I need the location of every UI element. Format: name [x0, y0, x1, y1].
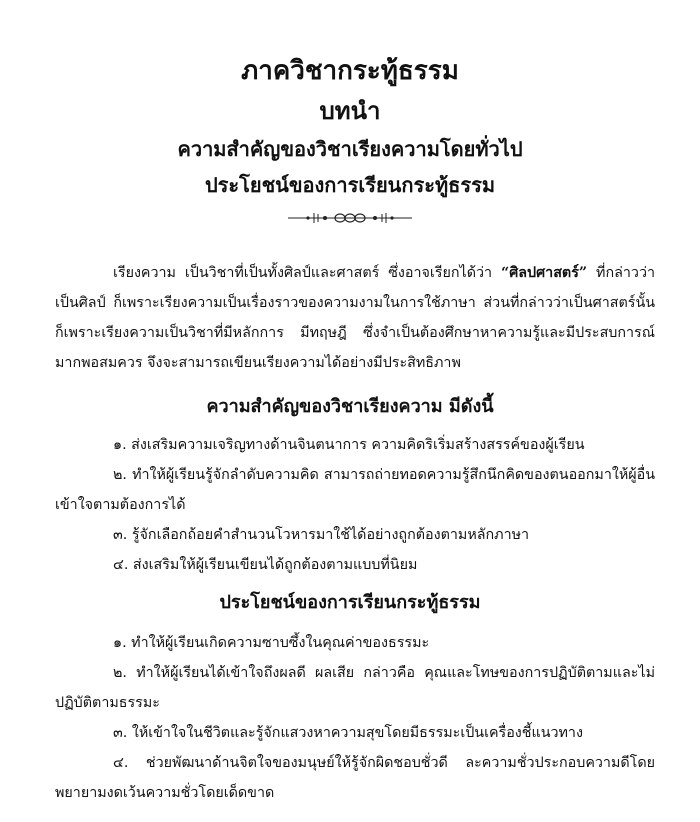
page-title: ภาควิชากระทู้ธรรม: [241, 56, 459, 86]
intro-text-start: เรียงความ เป็นวิชาที่เป็นทั้งศิลป์และศาสตร์ ซึ่งอาจเรียกได้ว่า: [113, 265, 501, 281]
chapter-title: บทนำ: [319, 96, 381, 125]
intro-text-end: ที่กล่าวว่าเป็นศิลป์ ก็เพราะเรียงความเป็นเรื่องราวของความงามในการใช้ภาษา ส่วนที่กล่าวว่าเป็นศาสตร์นั้นก็เพราะเรียงความเป็นวิชาที่มีหลักการ มีทฤษฎี ซึ่งจำเป็นต้องศึกษาหาความรู้และมีประสบการณ์มากพอสมควร จึงจะสามารถเขียนเรียงความได้อย่างมีประสิทธิภาพ: [55, 265, 656, 371]
intro-paragraph: [55, 258, 655, 378]
subtitle-importance: ความสำคัญของวิชาเรียงความโดยทั่วไป: [177, 137, 523, 161]
subtitle-benefits: ประโยชน์ของการเรียนกระทู้ธรรม: [204, 173, 496, 197]
list-item: ๒. ทำให้ผู้เรียนรู้จักลำดับความคิด สามารถถ่ายทอดความรู้สึกนึกคิดของตนออกมาให้ผู้อื่นเข้าใจตามต้องการได้: [55, 467, 655, 513]
list-item: ๑. ส่งเสริมความเจริญทางด้านจินตนาการ ความคิดริเริ่มสร้างสรรค์ของผู้เรียน: [113, 437, 585, 453]
list-item: ๓. รู้จักเลือกถ้อยคำสำนวนโวหารมาใช้ได้อย่างถูกต้องตามหลักภาษา: [113, 527, 530, 543]
section-heading-benefits: ประโยชน์ของการเรียนกระทู้ธรรม: [219, 592, 481, 613]
list-item: ๒. ทำให้ผู้เรียนได้เข้าใจถึงผลดี ผลเสีย กล่าวคือ คุณและโทษของการปฏิบัติตามและไม่ปฏิบัติตามธรรมะ: [55, 665, 655, 711]
list-item: ๔. ช่วยพัฒนาด้านจิตใจของมนุษย์ให้รู้จักผิดชอบชั่วดี ละความชั่วประกอบความดีโดยพยายามงดเว้นความชั่วโดยเด็ดขาด: [55, 755, 655, 801]
list-item: ๑. ทำให้ผู้เรียนเกิดความซาบซึ้งในคุณค่าของธรรมะ: [113, 635, 430, 651]
section-heading-importance: ความสำคัญของวิชาเรียงความ มีดังนี้: [206, 396, 494, 417]
intro-bold-term: “ศิลปศาสตร์”: [500, 265, 588, 281]
decorative-divider-icon: [288, 208, 412, 228]
list-item: ๓. ให้เข้าใจในชีวิตและรู้จักแสวงหาความสุขโดยมีธรรมะเป็นเครื่องชี้แนวทาง: [113, 725, 583, 741]
list-item: ๔. ส่งเสริมให้ผู้เรียนเขียนได้ถูกต้องตามแบบที่นิยม: [113, 557, 418, 573]
